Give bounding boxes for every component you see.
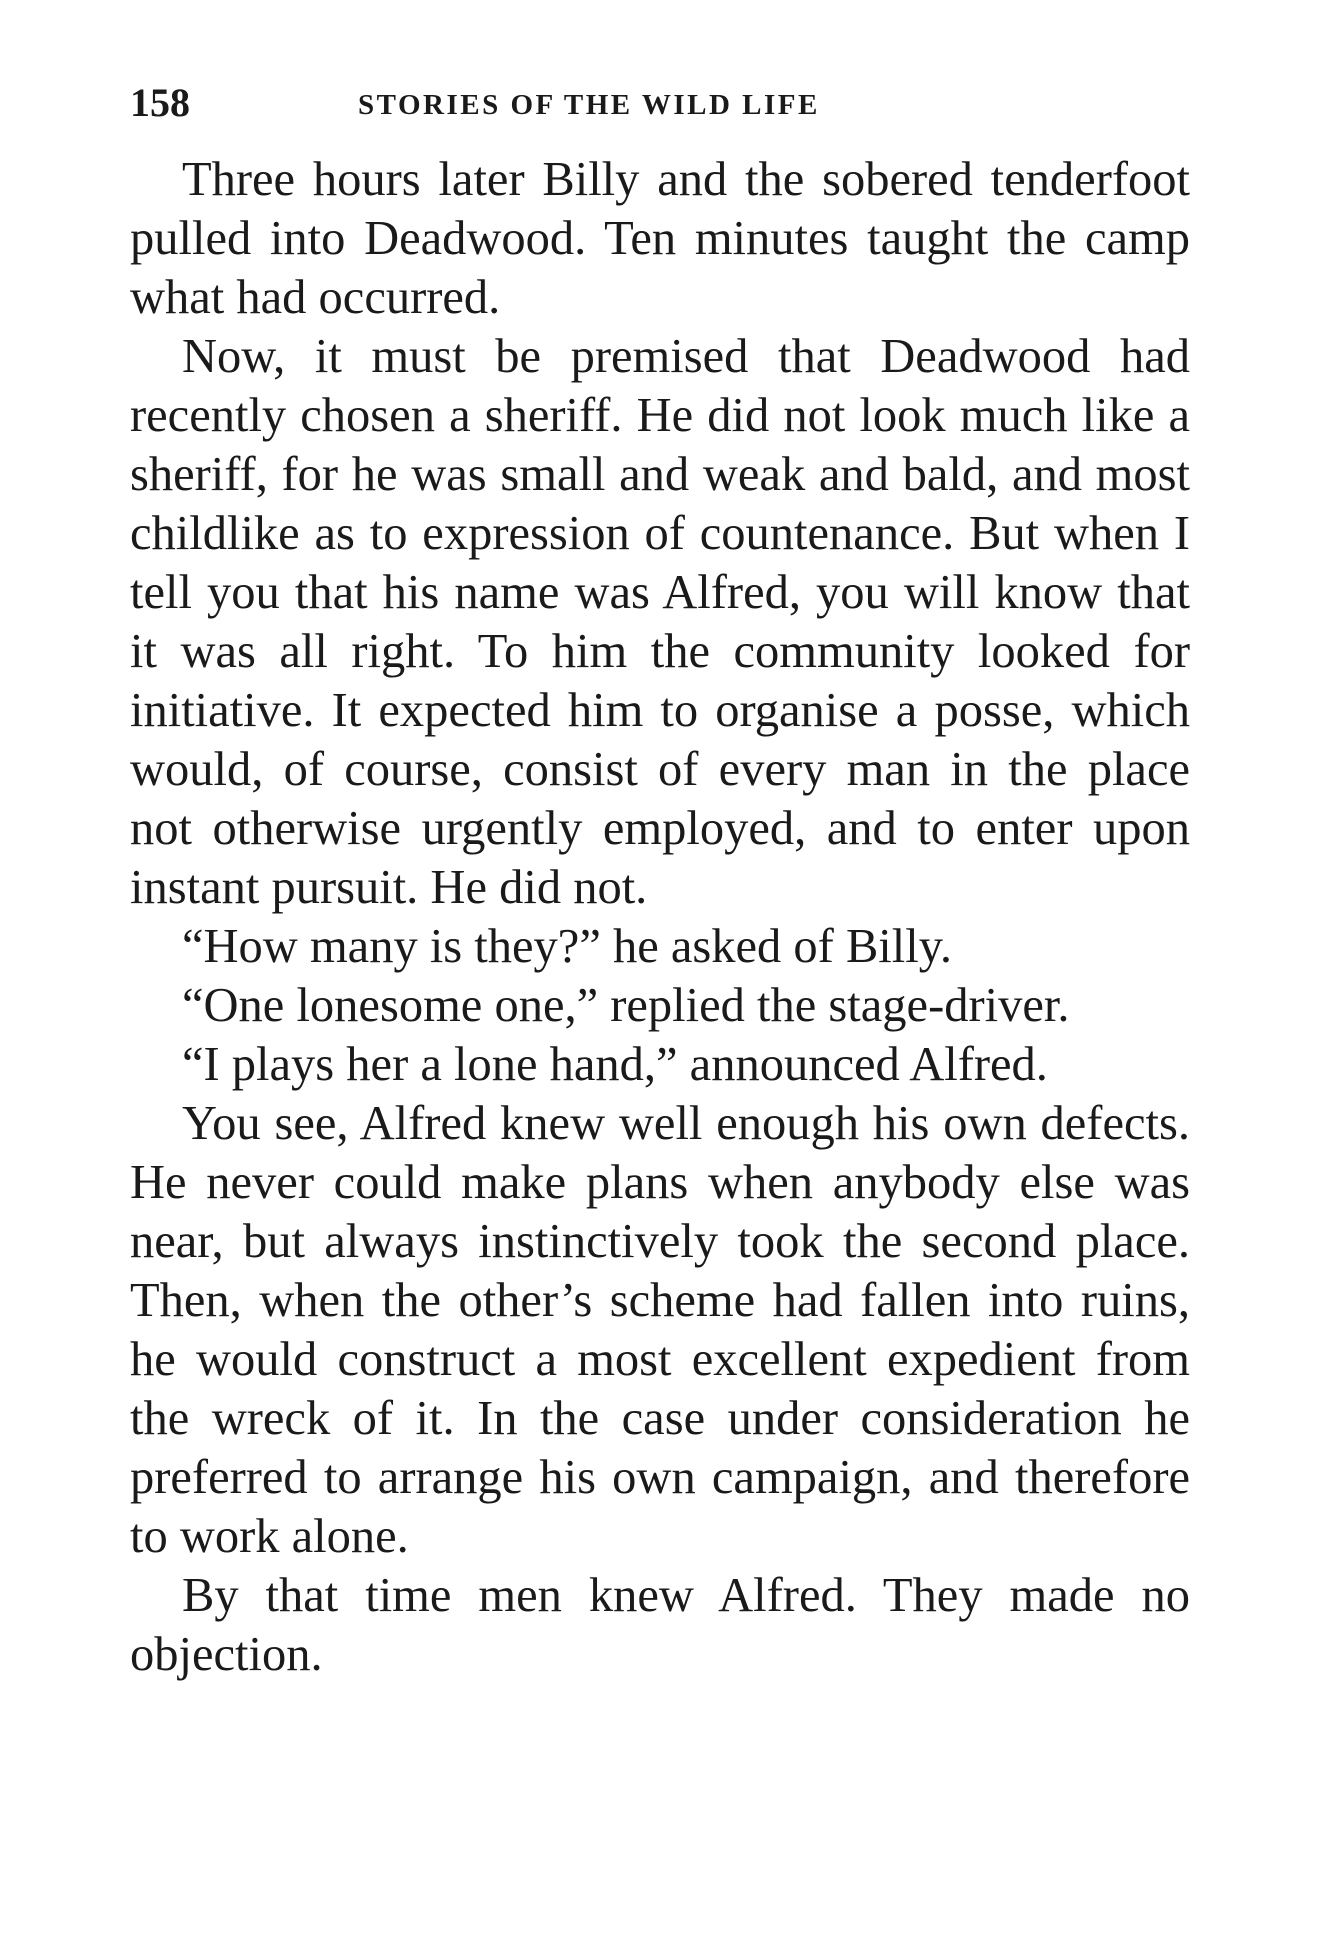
paragraph: Now, it must be premised that Deadwood had recently chosen a sheriff. He did not look much like a sheriff, for he was small and weak and bald, and most childlike as to expression of countenance. But when I tell you that his name was Alfred, you will know that it was all right. To him the community looked for initiative. It expected him to organise a posse, which would, of course, consist of every man in the place not otherwise urgently employed, and to enter upon instant pursuit. He did not. bbox=[130, 330, 1190, 914]
page-header bbox=[130, 78, 1190, 128]
body-text bbox=[130, 150, 1190, 1684]
paragraph: “I plays her a lone hand,” announced Alfred. bbox=[182, 1038, 1048, 1091]
paragraph: Three hours later Billy and the sobered tenderfoot pulled into Deadwood. Ten minutes taught the camp what had occurred. bbox=[130, 153, 1190, 324]
paragraph: By that time men knew Alfred. They made no objection. bbox=[130, 1569, 1190, 1681]
page-number: 158 bbox=[130, 80, 190, 125]
paragraph: “One lonesome one,” replied the stage-driver. bbox=[182, 979, 1070, 1032]
running-head: STORIES OF THE WILD LIFE bbox=[358, 89, 820, 121]
paragraph: “How many is they?” he asked of Billy. bbox=[182, 920, 952, 973]
paragraph: You see, Alfred knew well enough his own defects. He never could make plans when anybody else was near, but always instinctively took the second place. Then, when the other’s scheme had fallen into ruins, he would construct a most excellent expedient from the wreck of it. In the case under consideration he preferred to arrange his own campaign, and therefore to work alone. bbox=[130, 1097, 1190, 1563]
